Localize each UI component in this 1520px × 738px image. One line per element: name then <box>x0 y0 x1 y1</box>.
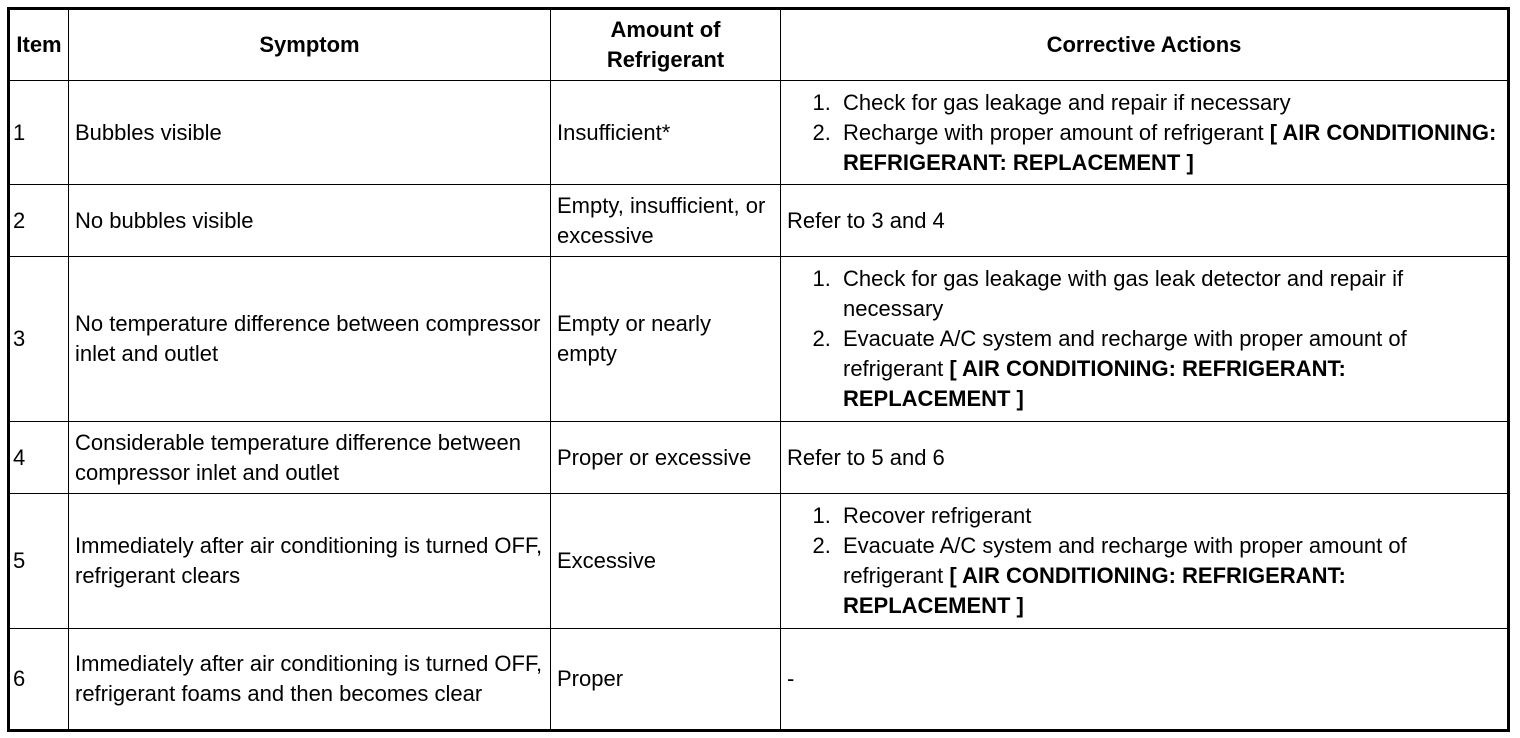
table-row <box>9 185 1509 257</box>
actions-cell: - <box>781 629 1509 731</box>
table-row <box>9 629 1509 731</box>
amount-cell: Proper or excessive <box>551 422 781 494</box>
step-text: Recharge with proper amount of refrigerant <box>843 119 1270 145</box>
table-row <box>9 81 1509 185</box>
amount-cell: Proper <box>551 629 781 731</box>
item-number: 1 <box>9 81 69 185</box>
table-row <box>9 494 1509 629</box>
actions-cell <box>781 257 1509 422</box>
actions-cell <box>781 494 1509 629</box>
table-row <box>9 422 1509 494</box>
step-text: Recover refrigerant <box>843 503 1032 528</box>
step-text: Check for gas leakage with gas leak detector and repair if necessary <box>843 266 1404 321</box>
amount-cell: Excessive <box>551 494 781 629</box>
action-step <box>837 531 1501 621</box>
action-steps <box>787 501 1501 621</box>
step-reference: [ AIR CONDITIONING: REFRIGERANT: REPLACEMENT ] <box>843 563 1346 618</box>
action-step <box>837 118 1501 178</box>
actions-cell: Refer to 5 and 6 <box>781 422 1509 494</box>
header-amount: Amount of Refrigerant <box>551 9 781 81</box>
symptom-cell: Immediately after air conditioning is turned OFF, refrigerant foams and then becomes clear <box>69 629 551 731</box>
item-number: 4 <box>9 422 69 494</box>
symptom-cell: Considerable temperature difference between compressor inlet and outlet <box>69 422 551 494</box>
refrigerant-check-table-container <box>7 7 1510 732</box>
action-steps <box>787 264 1501 414</box>
step-text: Evacuate A/C system and recharge with proper amount of refrigerant <box>843 533 1407 588</box>
amount-cell: Insufficient* <box>551 81 781 185</box>
step-reference: [ AIR CONDITIONING: REFRIGERANT: REPLACEMENT ] <box>843 119 1497 175</box>
step-text: Check for gas leakage and repair if necessary <box>843 89 1291 115</box>
symptom-cell: No temperature difference between compressor inlet and outlet <box>69 257 551 422</box>
item-number: 3 <box>9 257 69 422</box>
symptom-cell: Immediately after air conditioning is turned OFF, refrigerant clears <box>69 494 551 629</box>
refrigerant-check-table <box>7 7 1510 732</box>
item-number: 6 <box>9 629 69 731</box>
action-step <box>837 501 1501 531</box>
item-number: 5 <box>9 494 69 629</box>
symptom-cell: Bubbles visible <box>69 81 551 185</box>
action-step <box>837 264 1501 324</box>
table-row <box>9 257 1509 422</box>
header-symptom: Symptom <box>69 9 551 81</box>
amount-cell: Empty or nearly empty <box>551 257 781 422</box>
step-reference: [ AIR CONDITIONING: REFRIGERANT: REPLACEMENT ] <box>843 356 1346 411</box>
action-step <box>837 88 1501 118</box>
header-row <box>9 9 1509 81</box>
header-item: Item <box>9 9 69 81</box>
actions-cell <box>781 81 1509 185</box>
step-text: Evacuate A/C system and recharge with proper amount of refrigerant <box>843 326 1407 381</box>
action-step <box>837 324 1501 414</box>
item-number: 2 <box>9 185 69 257</box>
actions-cell: Refer to 3 and 4 <box>781 185 1509 257</box>
symptom-cell: No bubbles visible <box>69 185 551 257</box>
action-steps <box>787 88 1501 178</box>
amount-cell: Empty, insufficient, or excessive <box>551 185 781 257</box>
header-actions: Corrective Actions <box>781 9 1509 81</box>
